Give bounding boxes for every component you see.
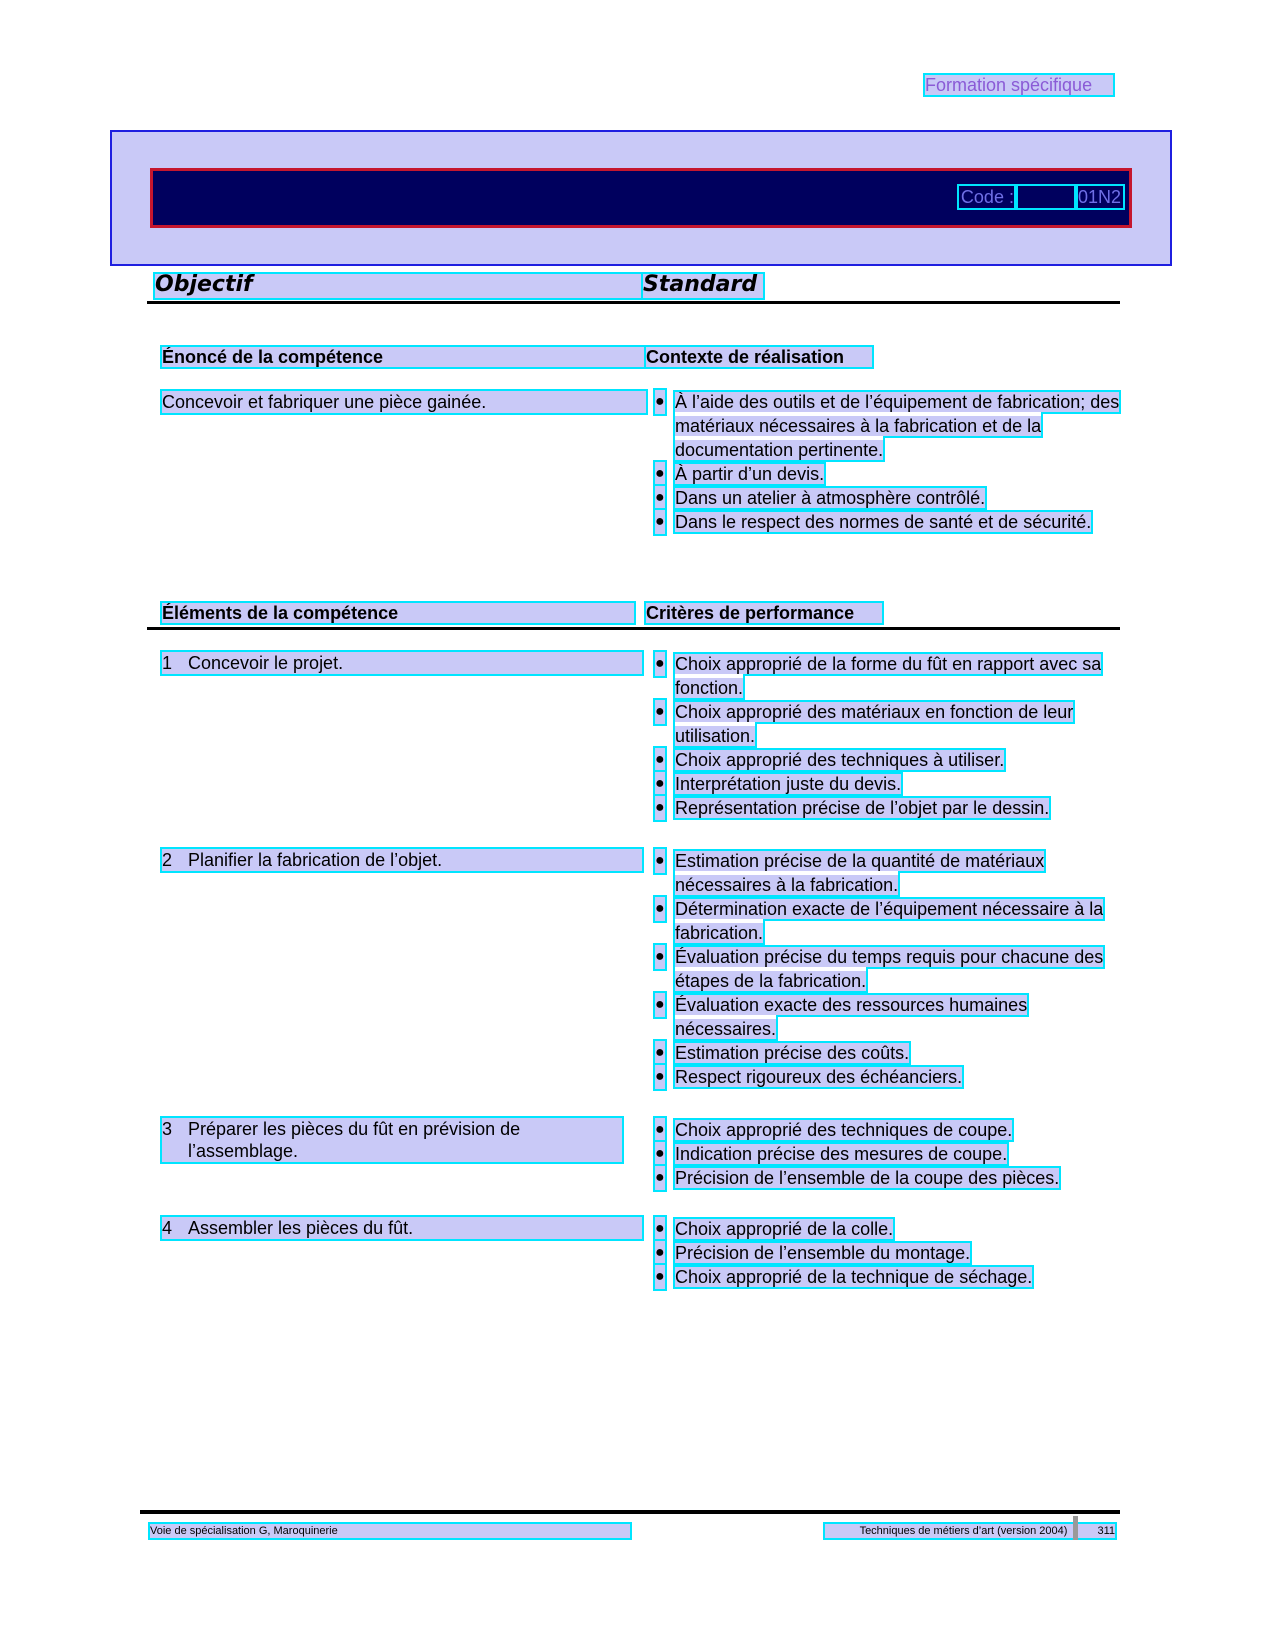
- criteres-list-1: [655, 652, 1125, 820]
- header-top-right: Formation spécifique: [925, 75, 1113, 95]
- header-bar: [150, 168, 1132, 228]
- bullet-icon: ●: [655, 993, 665, 1017]
- enonce-text: Concevoir et fabriquer une pièce gainée.: [162, 391, 646, 413]
- title-divider: [147, 301, 1120, 304]
- bullet-icon: ●: [655, 1142, 665, 1166]
- list-item: ● Indication précise des mesures de coupe.: [655, 1144, 1008, 1164]
- element-4: 4 Assembler les pièces du fût.: [162, 1217, 642, 1239]
- list-item: ● Interprétation juste du devis.: [655, 774, 902, 794]
- code-block: [959, 186, 1123, 208]
- list-item: ● À l’aide des outils et de l’équipement de fabrication; des matériaux nécessaires à la fabrication et de la documentation pertinente.: [655, 392, 1120, 460]
- list-item: ● Détermination exacte de l’équipement nécessaire à la fabrication.: [655, 899, 1104, 943]
- list-item: ● Représentation précise de l’objet par le dessin.: [655, 798, 1050, 818]
- list-item: ● Estimation précise de la quantité de matériaux nécessaires à la fabrication.: [655, 851, 1045, 895]
- bullet-icon: ●: [655, 1241, 665, 1265]
- list-item: ● Choix approprié des matériaux en fonction de leur utilisation.: [655, 702, 1074, 746]
- code-label: Code :: [960, 187, 1014, 207]
- list-item: ● Choix approprié de la colle.: [655, 1219, 894, 1239]
- bullet-icon: ●: [655, 462, 665, 486]
- list-item: ● À partir d’un devis.: [655, 464, 825, 484]
- bullet-icon: ●: [655, 1118, 665, 1142]
- elements-divider: [147, 627, 1120, 630]
- title-objectif: Objectif: [155, 272, 253, 297]
- bullet-icon: ●: [655, 897, 665, 921]
- list-item: ● Dans un atelier à atmosphère contrôlé.: [655, 488, 986, 508]
- list-item: ● Précision de l’ensemble du montage.: [655, 1243, 971, 1263]
- list-item: ● Estimation précise des coûts.: [655, 1043, 910, 1063]
- bullet-icon: ●: [655, 849, 665, 873]
- list-item: ● Évaluation exacte des ressources humaines nécessaires.: [655, 995, 1028, 1039]
- bullet-icon: ●: [655, 945, 665, 969]
- list-item: ● Choix approprié de la forme du fût en rapport avec sa fonction.: [655, 654, 1102, 698]
- list-item: ● Évaluation précise du temps requis pour chacune des étapes de la fabrication.: [655, 947, 1104, 991]
- criteres-list-3: [655, 1118, 1125, 1190]
- bullet-icon: ●: [655, 700, 665, 724]
- bullet-icon: ●: [655, 1265, 665, 1289]
- bullet-icon: ●: [655, 652, 665, 676]
- contexte-list: [655, 390, 1125, 534]
- contexte-heading: Contexte de réalisation: [646, 347, 872, 367]
- code-spacer: [1016, 186, 1076, 208]
- header-panel: [110, 130, 1172, 266]
- enonce-heading: Énoncé de la compétence: [162, 347, 646, 367]
- bullet-icon: ●: [655, 1041, 665, 1065]
- bullet-icon: ●: [655, 796, 665, 820]
- title-standard: Standard: [643, 272, 758, 297]
- list-item: ● Choix approprié des techniques à utiliser.: [655, 750, 1005, 770]
- footer-left: Voie de spécialisation G, Maroquinerie: [150, 1524, 630, 1538]
- footer-right: Techniques de métiers d’art (version 2004) 311: [825, 1524, 1115, 1538]
- bullet-icon: ●: [655, 1217, 665, 1241]
- footer-divider: [140, 1510, 1120, 1514]
- bullet-icon: ●: [655, 1065, 665, 1089]
- code-value: 01N2: [1077, 187, 1121, 207]
- element-3: 3 Préparer les pièces du fût en prévision de l’assemblage.: [162, 1118, 622, 1162]
- element-1: 1 Concevoir le projet.: [162, 652, 642, 674]
- list-item: ● Précision de l’ensemble de la coupe des pièces.: [655, 1168, 1060, 1188]
- criteres-heading: Critères de performance: [646, 603, 882, 623]
- list-item: ● Dans le respect des normes de santé et de sécurité.: [655, 512, 1092, 532]
- footer-separator: [1073, 1516, 1078, 1540]
- page-number: 311: [1097, 1525, 1115, 1537]
- criteres-list-4: [655, 1217, 1125, 1289]
- bullet-icon: ●: [655, 510, 665, 534]
- criteres-list-2: [655, 849, 1125, 1089]
- list-item: ● Choix approprié de la technique de séchage.: [655, 1267, 1033, 1287]
- bullet-icon: ●: [655, 772, 665, 796]
- bullet-icon: ●: [655, 390, 665, 414]
- bullet-icon: ●: [655, 1166, 665, 1190]
- list-item: ● Choix approprié des techniques de coupe.: [655, 1120, 1013, 1140]
- bullet-icon: ●: [655, 748, 665, 772]
- element-2: 2 Planifier la fabrication de l’objet.: [162, 849, 642, 871]
- elements-heading: Éléments de la compétence: [162, 603, 634, 623]
- list-item: ● Respect rigoureux des échéanciers.: [655, 1067, 963, 1087]
- bullet-icon: ●: [655, 486, 665, 510]
